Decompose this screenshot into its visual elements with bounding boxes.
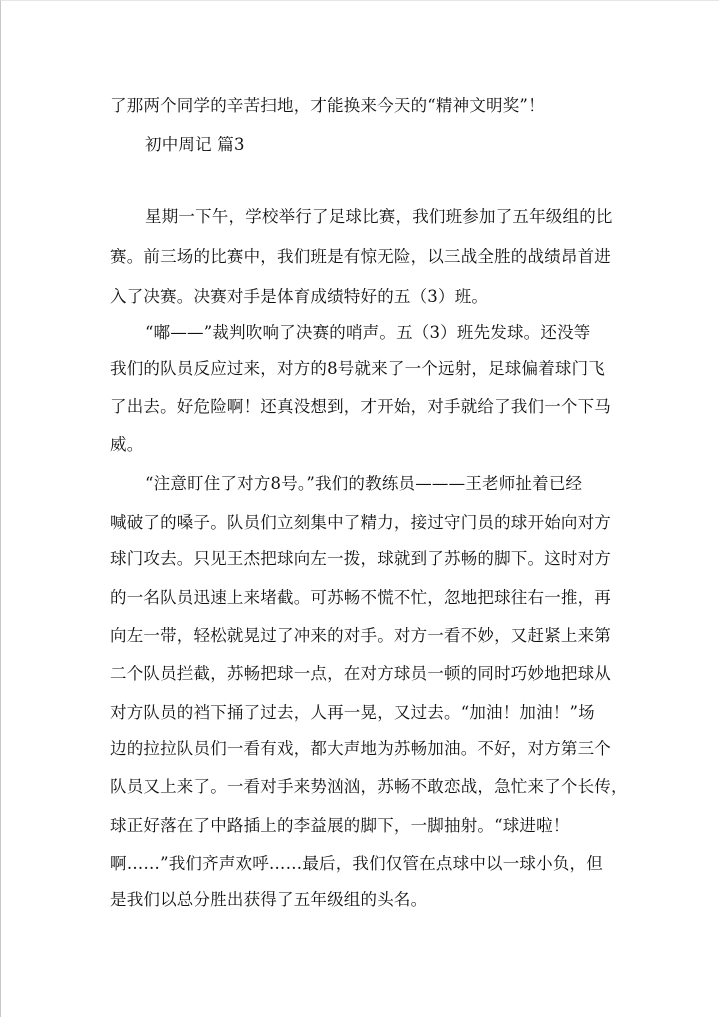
paragraph-line: 喊破了的嗓子。队员们立刻集中了精力，接过守门员的球开始向对方 xyxy=(110,513,611,532)
paragraph-line: “嘟——”裁判吹响了决赛的哨声。五（3）班先发球。还没等 xyxy=(145,323,591,342)
section-heading: 初中周记 篇3 xyxy=(145,135,245,154)
paragraph-line: 星期一下午，学校举行了足球比赛，我们班参加了五年级组的比 xyxy=(145,207,613,226)
paragraph-line: 二个队员拦截，苏畅把球一点，在对方球员一顿的同时巧妙地把球从 xyxy=(110,664,611,683)
paragraph-line: 队员又上来了。一看对手来势汹汹，苏畅不敢恋战，急忙来了个长传， xyxy=(110,777,628,796)
paragraph-line: 了出去。好危险啊！还真没想到，才开始，对手就给了我们一个下马 xyxy=(110,397,611,416)
paragraph-line: 是我们以总分胜出获得了五年级组的头名。 xyxy=(110,890,428,909)
paragraph-line: 球门攻去。只见王杰把球向左一拨，球就到了苏畅的脚下。这时对方 xyxy=(110,549,611,568)
paragraph-line: 边的拉拉队员们一看有戏，都大声地为苏畅加油。不好，对方第三个 xyxy=(110,739,611,758)
text-line: 了那两个同学的辛苦扫地，才能换来今天的“精神文明奖”！ xyxy=(110,96,545,115)
paragraph-line: 的一名队员迅速上来堵截。可苏畅不慌不忙，忽地把球往右一推，再 xyxy=(110,588,611,607)
paragraph-line: 球正好落在了中路插上的李益展的脚下，一脚抽射。“球进啦！ xyxy=(110,816,570,835)
paragraph-line: 赛。前三场的比赛中，我们班是有惊无险，以三战全胜的战绩昂首进 xyxy=(110,247,611,266)
paragraph-line: 啊……”我们齐声欢呼……最后，我们仅管在点球中以一球小负，但 xyxy=(110,854,603,873)
paragraph-line: 威。 xyxy=(110,435,144,454)
paragraph-line: 对方队员的裆下捅了过去，人再一晃，又过去。“加油！加油！”场 xyxy=(110,703,595,722)
paragraph-line: 我们的队员反应过来，对方的8号就来了一个远射，足球偏着球门飞 xyxy=(110,359,605,378)
paragraph-line: 入了决赛。决赛对手是体育成绩特好的五（3）班。 xyxy=(110,287,489,306)
paragraph-line: “注意盯住了对方8号。”我们的教练员———王老师扯着已经 xyxy=(145,474,583,493)
paragraph-line: 向左一带，轻松就晃过了冲来的对手。对方一看不妙，又赶紧上来第 xyxy=(110,626,611,645)
